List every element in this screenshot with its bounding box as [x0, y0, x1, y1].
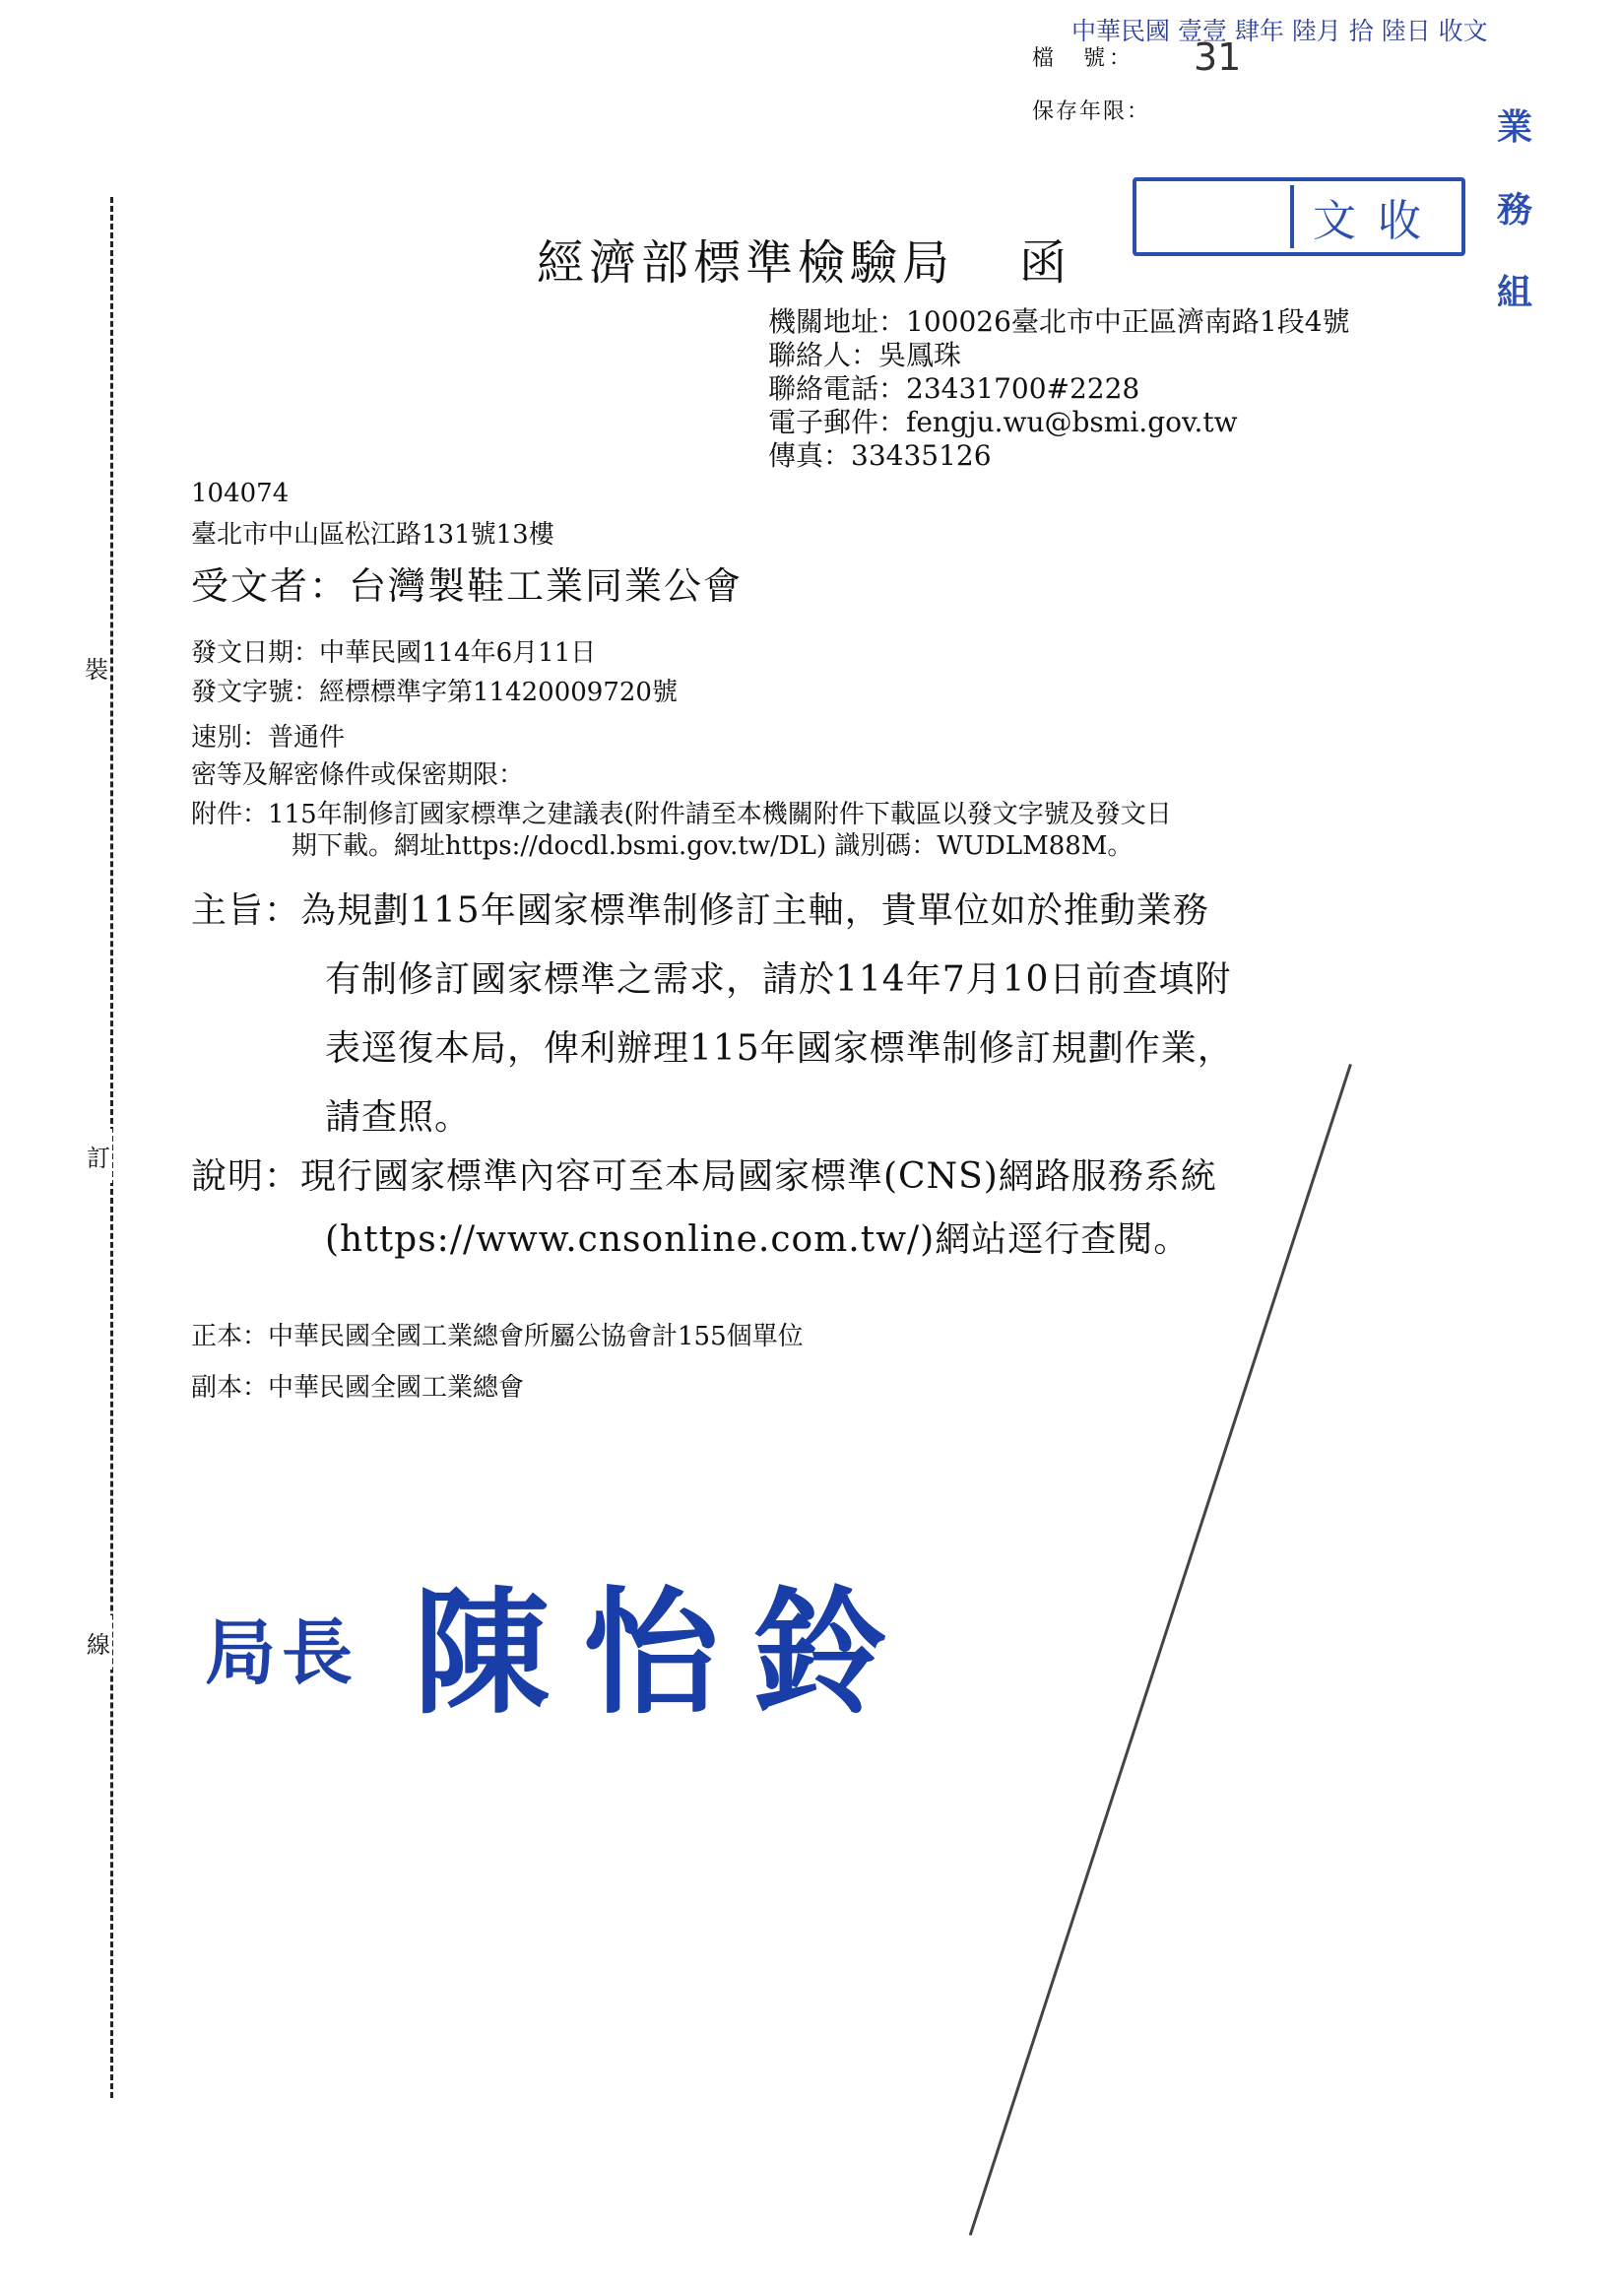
original-recipients: 正本：中華民國全國工業總會所屬公協會計155個單位: [191, 1322, 804, 1351]
attachment-line-1: 附件：115年制修訂國家標準之建議表(附件請至本機關附件下載區以發文字號及發文日: [191, 800, 1172, 829]
contact-phone: 聯絡電話：23431700#2228: [768, 372, 1140, 405]
contact-person: 聯絡人：吳鳳珠: [768, 339, 962, 371]
copy-recipients: 副本：中華民國全國工業總會: [191, 1373, 525, 1403]
retention-period-label: 保存年限：: [1032, 99, 1151, 124]
file-number-handwritten: 31: [1194, 35, 1242, 79]
file-number-label: 檔 號：: [1032, 46, 1135, 71]
issue-number: 發文字號：經標標準字第11420009720號: [191, 678, 678, 707]
department-side-stamp: 業務組: [1497, 107, 1533, 313]
recipient-address: 臺北市中山區松江路131號13樓: [191, 520, 554, 550]
subject-line-1: 主旨：為規劃115年國家標準制修訂主軸，貴單位如於推動業務: [191, 890, 1209, 931]
secrecy-level: 密等及解密條件或保密期限：: [191, 760, 525, 790]
issue-date: 發文日期：中華民國114年6月11日: [191, 638, 597, 668]
received-stamp-box: [1133, 177, 1465, 256]
recipient-line: 受文者：台灣製鞋工業同業公會: [191, 564, 744, 608]
subject-line-2: 有制修訂國家標準之需求，請於114年7月10日前查填附: [325, 959, 1232, 1000]
contact-email: 電子郵件：fengju.wu@bsmi.gov.tw: [768, 406, 1238, 438]
signature-name: 陳怡鈴: [414, 1572, 923, 1733]
received-stamp-text: 文收: [1290, 185, 1461, 248]
subject-line-4: 請查照。: [325, 1097, 472, 1138]
receipt-date-stamp: 中華民國 壹壹 肆年 陸月 拾 陸日 收文: [1071, 17, 1488, 45]
contact-fax: 傳真：33435126: [768, 439, 992, 472]
recipient-zip: 104074: [191, 479, 290, 508]
description-line-1: 說明：現行國家標準內容可至本局國家標準(CNS)網路服務系統: [191, 1156, 1217, 1197]
binding-label-xian: 線: [85, 1615, 112, 1670]
signature-title: 局長: [205, 1610, 359, 1694]
contact-address: 機關地址：100026臺北市中正區濟南路1段4號: [768, 305, 1350, 338]
delivery-speed: 速別：普通件: [191, 723, 346, 753]
document-type: 函: [1019, 235, 1068, 291]
subject-line-3: 表逕復本局，俾利辦理115年國家標準制修訂規劃作業，: [325, 1028, 1234, 1069]
description-line-2: (https://www.cnsonline.com.tw/)網站逕行查閱。: [325, 1219, 1191, 1260]
agency-title: 經濟部標準檢驗局: [537, 235, 955, 291]
binding-label-zhuang: 裝: [83, 640, 110, 694]
binding-label-ding: 訂: [85, 1129, 112, 1183]
contact-block: [768, 305, 1350, 473]
attachment-line-2: 期下載。網址https://docdl.bsmi.gov.tw/DL) 識別碼：WUDLM88M。: [292, 831, 1134, 861]
